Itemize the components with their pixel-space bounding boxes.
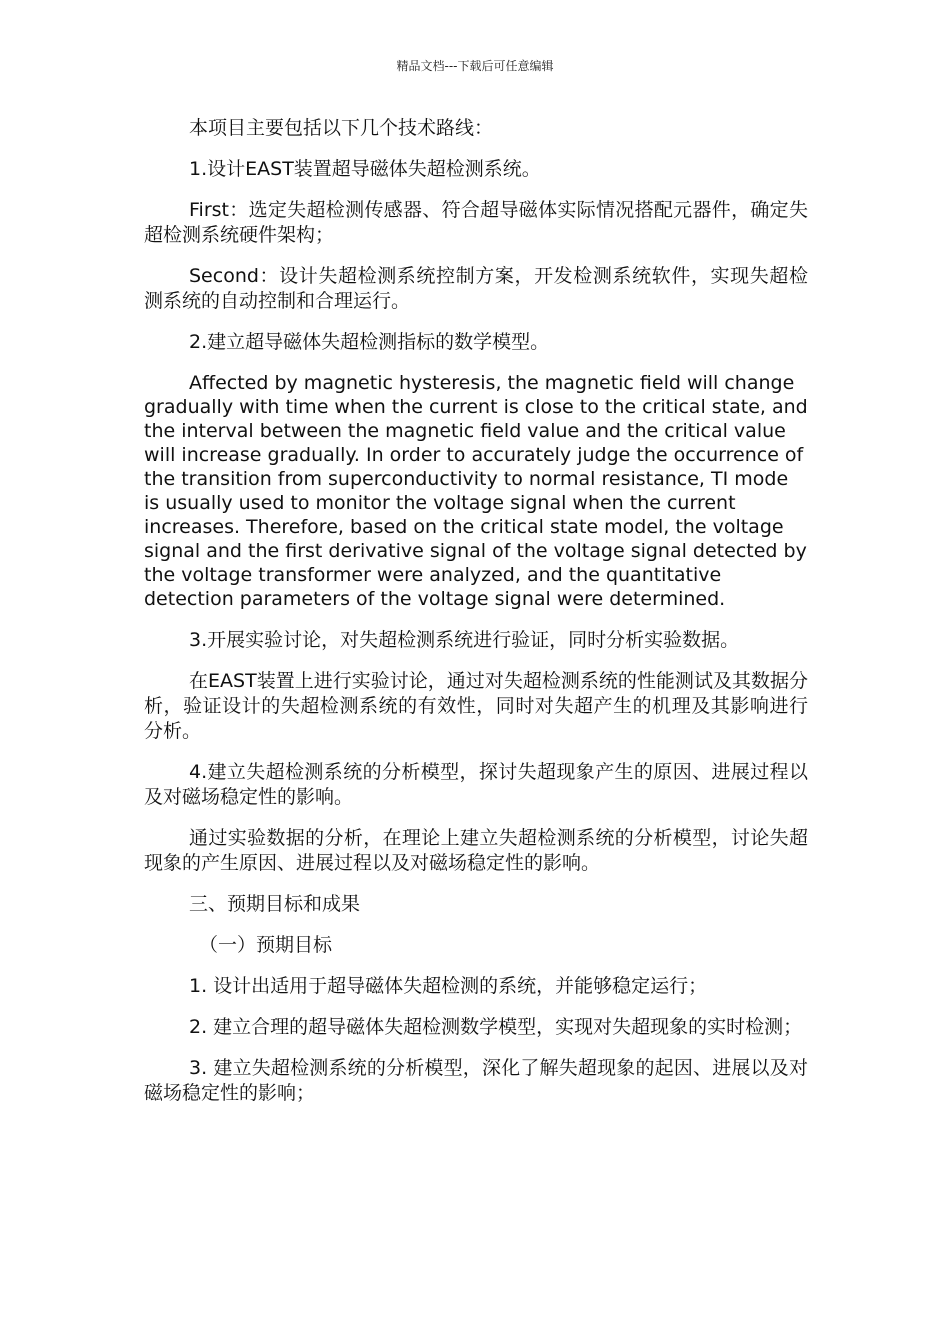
- document-body: [144, 116, 808, 1122]
- paragraph-route-1-heading: 1.设计EAST装置超导磁体失超检测系统。: [189, 158, 541, 180]
- paragraph-route-1-second: Second：设计失超检测系统控制方案，开发检测系统软件，实现失超检测系统的自动控制和合理运行。: [144, 265, 808, 312]
- paragraph-route-4-body: 通过实验数据的分析，在理论上建立失超检测系统的分析模型，讨论失超现象的产生原因、进展过程以及对磁场稳定性的影响。: [144, 827, 808, 874]
- subsection-heading-expected-goals: （一）预期目标: [199, 934, 333, 956]
- paragraph-intro: 本项目主要包括以下几个技术路线：: [189, 117, 494, 139]
- paragraph-route-3-heading: 3.开展实验讨论，对失超检测系统进行验证，同时分析实验数据。: [189, 629, 740, 651]
- goal-item-2: 2. 建立合理的超导磁体失超检测数学模型，实现对失超现象的实时检测；: [189, 1016, 803, 1038]
- goal-item-1: 1. 设计出适用于超导磁体失超检测的系统，并能够稳定运行；: [189, 975, 708, 997]
- goal-item-3: 3. 建立失超检测系统的分析模型，深化了解失超现象的起因、进展以及对磁场稳定性的影响；: [144, 1057, 808, 1104]
- section-heading-goals: 三、预期目标和成果: [189, 893, 361, 915]
- paragraph-route-1-first: First：选定失超检测传感器、符合超导磁体实际情况搭配元器件，确定失超检测系统硬件架构；: [144, 199, 808, 246]
- paragraph-route-2-heading: 2.建立超导磁体失超检测指标的数学模型。: [189, 331, 550, 353]
- page-header: 精品文档---下载后可任意编辑: [396, 59, 554, 73]
- paragraph-route-2-english: Affected by magnetic hysteresis, the magnetic field will change gradually with time when the current is close to the critical state, and the interval between the magnetic field value and the critical value will increase gradually. In order to accurately judge the occurrence of the transition from superconductivity to normal resistance, TI mode is usually used to monitor the voltage signal when the current increases. Therefore, based on the critical state model, the voltage signal and the first derivative signal of the voltage signal detected by the voltage transformer were analyzed, and the quantitative detection parameters of the voltage signal were determined.: [144, 372, 808, 610]
- paragraph-route-4-heading: 4.建立失超检测系统的分析模型，探讨失超现象产生的原因、进展过程以及对磁场稳定性的影响。: [144, 761, 808, 808]
- paragraph-route-3-body: 在EAST装置上进行实验讨论，通过对失超检测系统的性能测试及其数据分析，验证设计的失超检测系统的有效性，同时对失超产生的机理及其影响进行分析。: [144, 670, 808, 742]
